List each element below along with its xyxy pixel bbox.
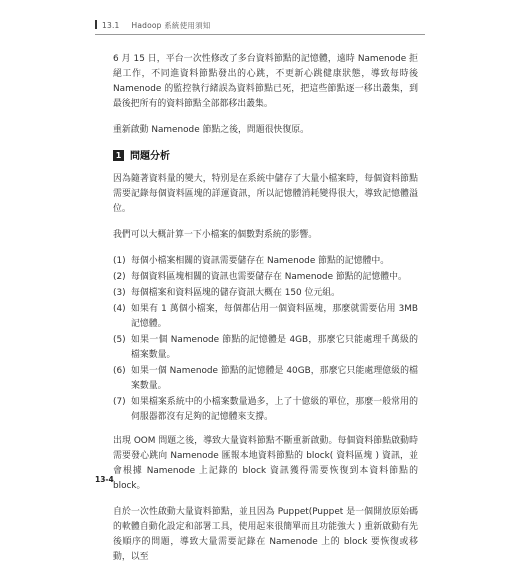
list-item-number: (6) (113, 366, 126, 376)
header-section-number: 13.1 (102, 21, 120, 30)
numbered-list (113, 254, 418, 425)
section-number-badge: 1 (113, 150, 124, 161)
list-item-number: (2) (113, 272, 126, 282)
paragraph: 因為隨著資料量的變大，特別是在系統中儲存了大量小檔案時，每個資料節點需要記錄每個資料區塊的詳運資訊，所以記憶體消耗變得很大，導致記憶體溢位。 (113, 174, 418, 214)
list-item-text: 如果檔案系統中的小檔案數量過多，上了十億級的單位，那麼一般常用的伺服器都沒有足夠的記憶體來支撐。 (131, 397, 418, 422)
list-item (113, 333, 418, 363)
list-item (113, 286, 418, 301)
list-item-number: (7) (113, 397, 126, 407)
paragraph: 6 月 15 日，平台一次性修改了多台資料節點的記憶體，遠時 Namenode 拒絕工作，不同進資料節點發出的心跳，不更新心跳健康狀態，導致每時後 Namenode 的監控執行緒誤為資料節點已死，把這些節點逐一移出叢集，到最後把所有的資料節點全部都移出叢集。 (113, 54, 418, 109)
paragraph: 出現 OOM 問題之後，導致大量資料節點不斷重新啟動。每個資料節點啟動時需要發心跳向 Namenode 匯報本地資料節點的 block( 資料區塊 ) 資訊，並會根據 Namenode 上記錄的 block 資訊獲得需要恢復到本資料節點的 block。 (113, 436, 418, 491)
running-header (95, 20, 425, 31)
list-item (113, 395, 418, 425)
list-item-text: 每個檔案和資料區塊的儲存資訊大概在 150 位元組。 (131, 288, 340, 298)
header-section-title: Hadoop 系統使用須知 (131, 21, 211, 30)
list-item (113, 302, 418, 332)
list-item-number: (5) (113, 335, 126, 345)
section-title: 問題分析 (130, 151, 170, 162)
list-item-text: 每個小檔案相關的資訊需要儲存在 Namenode 節點的記憶體中。 (131, 256, 390, 266)
list-item (113, 270, 418, 285)
header-bar-icon (95, 20, 97, 29)
list-item-text: 如果一個 Namenode 節點的記憶體是 4GB，那麼它只能處理千萬級的檔案數量。 (131, 335, 418, 360)
list-item-text: 每個資料區塊相關的資訊也需要儲存在 Namenode 節點的記憶體中。 (131, 272, 407, 282)
paragraph: 自於一次性啟動大量資料節點，並且因為 Puppet(Puppet 是一個開放原始碼的軟體自動化設定和部署工具，使用起來很簡單而且功能強大 ) 重新啟動有先後順序的問題，導致大量需要記錄在 Namenode 上的 block 要恢復或移動，以至 (113, 507, 418, 562)
list-item-number: (1) (113, 256, 126, 266)
list-item-text: 如果有 1 萬個小檔案，每個都佔用一個資料區塊，那麼就需要佔用 3MB 記憶體。 (131, 304, 418, 329)
list-item (113, 254, 418, 269)
paragraph: 我們可以大概計算一下小檔案的個數對系統的影響。 (113, 230, 318, 240)
page-body (113, 52, 418, 576)
list-item-number: (4) (113, 304, 126, 314)
paragraph: 重新啟動 Namenode 節點之後，問題很快復原。 (113, 125, 309, 135)
page-number: 13-4 (95, 475, 114, 484)
list-item-number: (3) (113, 288, 126, 298)
list-item-text: 如果一個 Namenode 節點的記憶體是 40GB，那麼它只能處理億級的檔案數量。 (131, 366, 418, 391)
list-item (113, 364, 418, 394)
section-heading (113, 149, 418, 164)
header-rule (95, 34, 425, 35)
